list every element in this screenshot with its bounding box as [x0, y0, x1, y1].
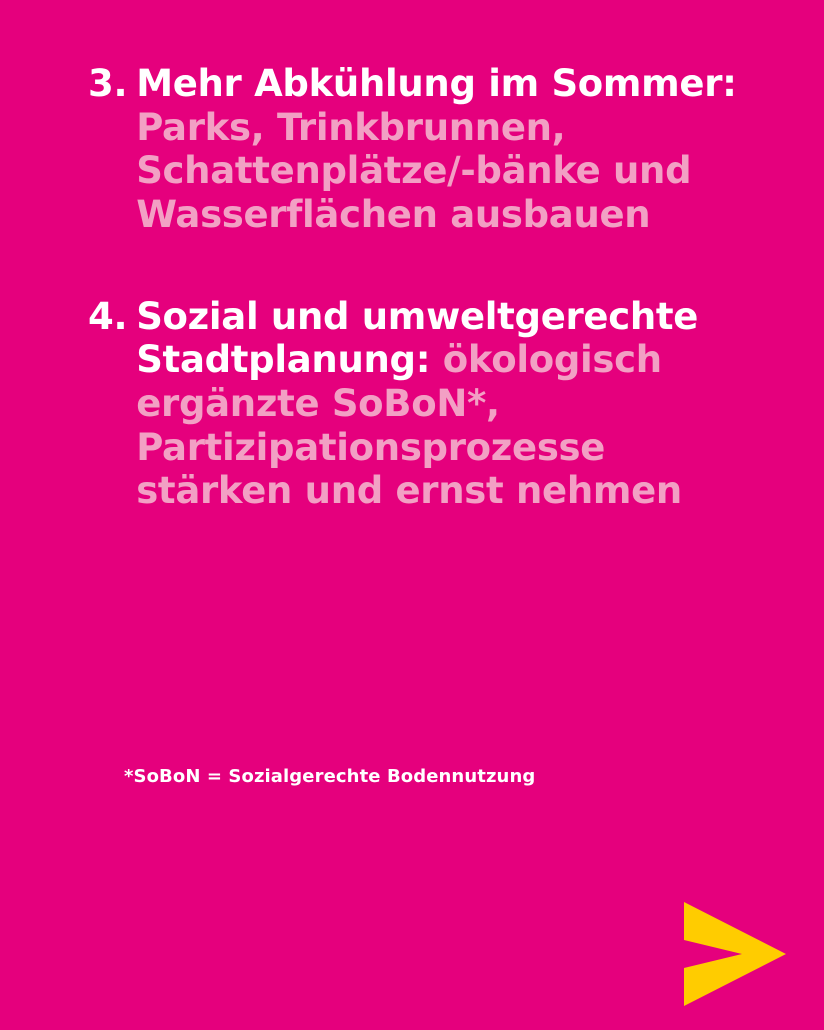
chevron-right-mark-icon	[680, 900, 790, 1008]
list-item-3	[88, 62, 768, 237]
list-item-4	[88, 295, 768, 513]
list-item-3-lead: Mehr Abkühlung im Sommer:	[136, 62, 737, 105]
footnote-sobon: *SoBoN = Sozialgerechte Bodennutzung	[124, 766, 536, 787]
list-item-4-text	[136, 295, 768, 513]
content-block	[88, 62, 768, 513]
list-item-3-rest: Parks, Trinkbrunnen, Schattenplätze/-bänke und Wasserflächen ausbauen	[136, 105, 692, 236]
list-item-4-lead: Sozial und umweltgerechte Stadtplanung:	[136, 294, 699, 382]
list-item-3-number: 3.	[88, 62, 128, 105]
list-item-3-text	[136, 62, 768, 237]
list-item-4-number: 4.	[88, 294, 128, 338]
list-item-4-rest: ökologisch ergänzte SoBoN*, Partizipationsprozesse stärken und ernst nehmen	[136, 338, 682, 513]
